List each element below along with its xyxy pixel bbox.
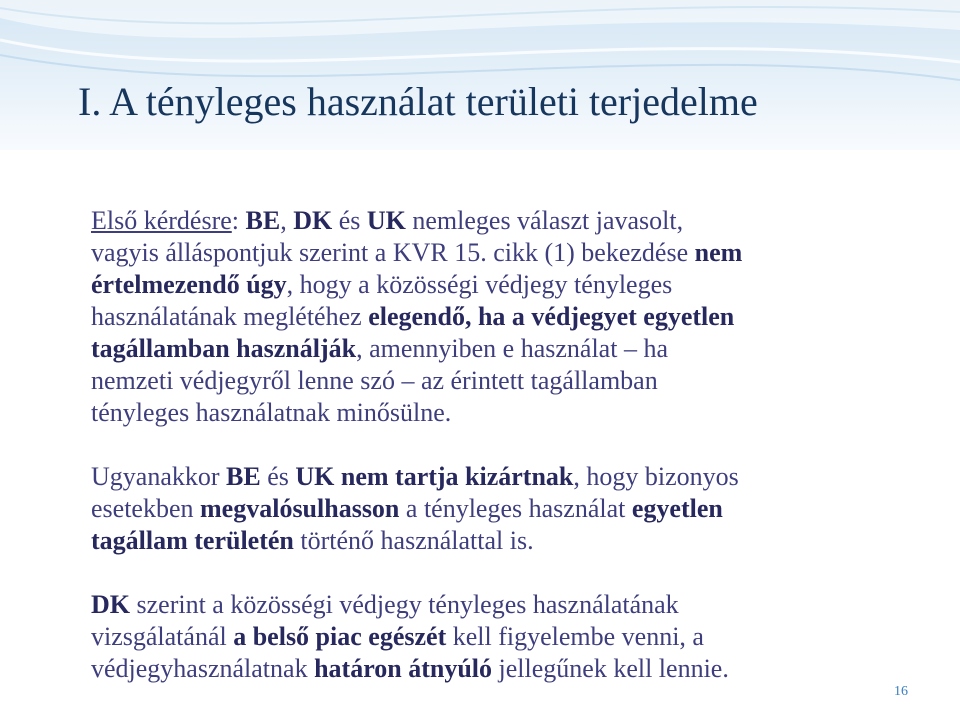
emphasis-text: nem bbox=[694, 238, 743, 267]
emphasis-text: a belső piac egészét bbox=[233, 622, 447, 651]
text-segment: vagyis álláspontjuk szerint a KVR 15. cikk (1) bekezdése bbox=[91, 238, 695, 267]
emphasis-text: DK bbox=[91, 590, 130, 619]
slide-body bbox=[91, 205, 901, 685]
emphasis-text: határon átnyúló bbox=[314, 654, 493, 683]
text-segment: Ugyanakkor bbox=[91, 462, 227, 491]
text-segment: , hogy a közösségi védjegy tényleges bbox=[286, 270, 673, 299]
emphasis-text: UK bbox=[366, 206, 406, 235]
emphasis-text: BE bbox=[245, 206, 281, 235]
text-segment: történő használattal is. bbox=[293, 526, 534, 555]
emphasis-text: egyetlen bbox=[631, 494, 723, 523]
text-segment: és bbox=[260, 462, 296, 491]
header-wave-decoration bbox=[0, 0, 960, 150]
text-segment: nemleges választ javasolt, bbox=[405, 206, 684, 235]
emphasis-text: BE bbox=[226, 462, 261, 491]
paragraph bbox=[91, 205, 901, 429]
emphasis-text: megvalósulhasson bbox=[200, 494, 400, 523]
text-segment: vizsgálatánál bbox=[91, 622, 234, 651]
text-segment: a tényleges használat bbox=[399, 494, 632, 523]
text-segment: védjegyhasználatnak bbox=[91, 654, 315, 683]
paragraph bbox=[91, 589, 901, 685]
header-band bbox=[0, 0, 960, 150]
slide-title: I. A tényleges használat területi terjedelme bbox=[78, 79, 758, 124]
emphasis-text: értelmezendő úgy bbox=[91, 270, 287, 299]
emphasis-text: tagállam területén bbox=[91, 526, 294, 555]
text-segment: , hogy bizonyos bbox=[573, 462, 739, 491]
text-segment: és bbox=[332, 206, 367, 235]
text-segment: tényleges használatnak minősülne. bbox=[91, 398, 452, 427]
emphasis-text: elegendő, ha a védjegyet egyetlen bbox=[368, 302, 735, 331]
text-segment: használatának meglétéhez bbox=[91, 302, 369, 331]
text-segment: , amennyiben e használat – ha bbox=[356, 334, 668, 363]
text-segment: : bbox=[231, 206, 246, 235]
text-segment: kell figyelembe venni, a bbox=[446, 622, 704, 651]
emphasis-text: tagállamban használják bbox=[91, 334, 357, 363]
paragraph bbox=[91, 461, 901, 557]
text-segment: esetekben bbox=[91, 494, 201, 523]
text-segment: Első kérdésre bbox=[91, 206, 232, 235]
text-segment: nemzeti védjegyről lenne szó – az érintett tagállamban bbox=[91, 366, 658, 395]
text-segment: , bbox=[280, 206, 294, 235]
text-segment: szerint a közösségi védjegy tényleges használatának bbox=[130, 590, 679, 619]
emphasis-text: UK bbox=[295, 462, 335, 491]
text-segment: jellegűnek kell lennie. bbox=[492, 654, 729, 683]
emphasis-text: nem tartja kizártnak bbox=[340, 462, 574, 491]
page-number: 16 bbox=[894, 684, 908, 699]
emphasis-text: DK bbox=[293, 206, 333, 235]
